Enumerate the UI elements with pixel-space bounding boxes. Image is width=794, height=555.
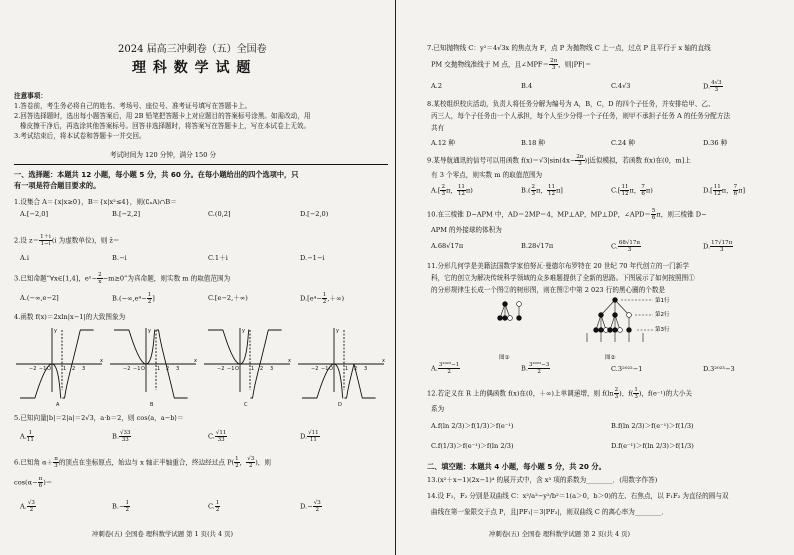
q9-option-b: B.( $\frac{2}{3}$ π， $\frac{11}{12}$ π] (521, 184, 563, 197)
q4-y-axis-label: y (336, 328, 339, 334)
q11-line3: 的分形规律生长成一个图②的树形图，则在图②中第 2 023 行的黑心圈的个数是 (431, 286, 666, 294)
q5-stem: 5.已知向量|b|＝2|a|＝2√3，a·b＝2，则 cos⟨a，a−b⟩＝ (14, 414, 184, 422)
q4-y-axis-label: y (148, 328, 151, 334)
q11-fig1-child (508, 316, 513, 321)
q6-option-c: C. $\frac{1}{2}$ (208, 500, 220, 513)
q7-line1: 7.已知抛物线 C：y²＝4√3x 的焦点为 F，点 P 为抛物线 C 上一点，过点 P 且平行于 x 轴的直线 (427, 44, 711, 52)
q6-line2: cos(α− $\frac{\pi}{6}$ )＝ (14, 476, 53, 489)
q12-option-d: D.f(e⁻¹)＞f(ln 2/3)＞f(1/3) (611, 442, 694, 450)
subject-title: 理 科 数 学 试 题 (132, 60, 252, 76)
q4-x-axis-label: x (382, 358, 385, 364)
q11-tree-edge (615, 300, 629, 315)
notice-heading: 注意事项： (14, 92, 47, 100)
q10-line2: APM 的外接球的体积为 (431, 226, 502, 234)
q5-option-d: D. $\frac{√11}{11}$ (300, 430, 319, 443)
q2-option-d: D.−1−i (300, 254, 325, 262)
q3-option-d: D.[e⁴− $\frac{1}{2}$ ,＋∞) (300, 292, 345, 305)
notice-item-3: 3.考试结束后，将本试卷和答题卡一并交回。 (14, 132, 146, 140)
q11-fig1-child (503, 316, 508, 321)
q4-tick-3: 3 (270, 366, 274, 372)
q10-line1: 10.在三棱锥 D−APM 中，AD＝2MP＝4，MP⊥AP，MP⊥DP，∠APD＝ $\frac{5}{6}$ π，则三棱锥 D− (427, 208, 707, 221)
left-page (0, 0, 396, 555)
footer-left: 冲刺卷(五) 全国卷 理科数学试题 第 1 页(共 4 页) (92, 530, 233, 538)
q4-tick-neg2: −2 (311, 366, 319, 372)
q4-graph-label-D: D (338, 402, 342, 408)
q2-stem: 2.设 z＝ $\frac{1+i}{1-i}$ (i 为虚数单位)，则 z̄＝ (14, 234, 120, 247)
q10-option-b: B.28√17π (521, 242, 554, 250)
q4-graph-C (204, 328, 291, 408)
q11-fig1-child (517, 316, 522, 321)
q4-origin-label: O (329, 366, 333, 372)
q5-option-b: B. $\frac{√33}{33}$ (112, 430, 131, 443)
q11-option-a: A. $\frac{\text{3²⁰²²−1}}{2}$ (431, 362, 460, 375)
q11-row2-label: 第2行 (655, 312, 670, 318)
q11-fig2-row3-node (608, 328, 613, 333)
q4-tick-3: 3 (176, 366, 180, 372)
q13-text: 13.(x²＋x−1)(2x−1)⁴ 的展开式中，含 x³ 项的系数为________．(用数字作答) (427, 476, 658, 484)
q8-option-d: D.36 种 (703, 139, 728, 147)
q8-option-a: A.12 种 (431, 139, 455, 147)
q4-curve (208, 330, 249, 364)
q7-option-d: D. $\frac{4√3}{3}$ (703, 80, 722, 93)
q4-origin-label: O (235, 366, 239, 372)
notice-item-2-cont: 橡皮擦干净后，再选涂其他答案标号。回答非选择题时，将答案写在答题卡上，写在本试卷上无效。 (20, 122, 311, 130)
q11-option-d: D.3²⁰²³−3 (703, 365, 735, 373)
q10-option-d: D. $\frac{17√17\pi}{3}$ (703, 240, 733, 253)
q11-fig1-white-node (517, 302, 522, 307)
q4-x-axis-label: x (100, 358, 103, 364)
divider (14, 164, 388, 165)
q8-line2: 丙三人，每个子任务由一个人承担，每个人至少分得一个子任务，则甲不承担子任务 A 的任务分配方法 (431, 112, 731, 120)
q3-option-c: C.[e−2,＋∞) (208, 294, 248, 302)
section2-heading: 二、填空题：本题共 4 小题，每小题 5 分，共 20 分。 (427, 462, 606, 471)
q7-option-c: C.4√3 (611, 82, 631, 90)
q4-tick-1: 1 (63, 366, 67, 372)
q4-tick-3: 3 (364, 366, 368, 372)
q11-fig1-black-node (503, 302, 508, 307)
q4-tick-neg1: −1 (227, 366, 235, 372)
q12-option-a: A.f(ln 2/3)＞f(1/3)＞f(e⁻¹) (431, 422, 514, 430)
q9-line2: 有 3 个零点，则实数 m 的取值范围为 (431, 171, 543, 179)
q1-stem: 1.设集合 A＝{x|x≥0}，B＝{x|x²≤4}，则(∁ₙA)∩B＝ (14, 198, 177, 206)
notice-item-1: 1.答卷前，考生务必将自己的姓名、考场号、座位号、准考证号填写在答题卡上。 (14, 102, 252, 110)
exam-title: 2024 届高三冲刺卷（五）全国卷 (118, 44, 267, 55)
q7-option-b: B.4 (521, 82, 533, 90)
q4-y-axis-label: y (54, 328, 57, 334)
q1-option-b: B.[−2,2] (112, 210, 141, 218)
q11-fig1-child (498, 316, 503, 321)
q2-option-c: C.1＋i (208, 254, 228, 262)
q11-fig2-label: 图② (605, 355, 616, 361)
q6-stem: 6.已知角 α＋ $\frac{\pi}{3}$ 的顶点在坐标原点，始边与 x 轴正半轴重合，终边经过点 P( $\frac{1}{2}$ ， $\frac{√3}{2}$ )，则 (14, 456, 271, 469)
q2-option-a: A.i (20, 254, 29, 262)
q4-curve (114, 330, 155, 364)
q3-option-a: A.(−∞,e−2] (20, 294, 59, 302)
q11-row3-label: 第3行 (655, 327, 670, 333)
q11-fig2-row3-node (594, 328, 599, 333)
q12-line2: 系为 (431, 405, 445, 413)
q4-tick-neg2: −2 (123, 366, 131, 372)
q11-line1: 11.分形几何学是美籍法国数学家伯努瓦·曼德尔布罗特在 20 世纪 70 年代创立的一门新学 (427, 262, 689, 270)
q4-graph-label-B: B (150, 402, 154, 408)
q4-graph-D (298, 328, 385, 408)
q11-tree-edge (601, 300, 615, 315)
q4-x-axis-label: x (288, 358, 291, 364)
q4-tick-neg2: −2 (29, 366, 37, 372)
q4-y-axis-label: y (242, 328, 245, 334)
q3-stem: 3.已知命题“∀x∈[1,4]，eˣ− $\frac{2}{x}$ −m≥0”为真命题，则实数 m 的取值范围为 (14, 272, 231, 285)
q9-option-a: A.[ $\frac{2}{3}$ π， $\frac{11}{12}$ π) (431, 184, 473, 197)
q4-tick-2: 2 (260, 366, 264, 372)
q11-option-b: B. $\frac{\text{3²⁰²²−3}}{2}$ (521, 362, 550, 375)
q11-fractal-figures (497, 296, 697, 362)
footer-right: 冲刺卷(五) 全国卷 理科数学试题 第 2 页(共 4 页) (489, 530, 630, 538)
q10-option-a: A.68√17π (431, 242, 464, 250)
q9-option-c: C.[ $\frac{11}{12}$ π， $\frac{7}{6}$ π) (611, 184, 653, 197)
q12-line1: 12.若定义在 R 上的偶函数 f(x)在(0，＋∞)上单调递增，则 f(ln $\frac{2}{3}$ )，f( $\frac{1}{3}$ )，f(e⁻¹)的大小关 (427, 387, 692, 400)
q8-line3: 共有 (431, 124, 445, 132)
q11-row1-label: 第1行 (655, 298, 670, 304)
q4-x-axis-label: x (194, 358, 197, 364)
q11-fig2-row2-node (627, 313, 632, 318)
right-page (397, 0, 794, 555)
q10-option-c: C. $\frac{68√17\pi}{3}$ (611, 240, 641, 253)
q7-option-a: A.2 (431, 82, 443, 90)
q1-option-c: C.(0,2] (208, 210, 231, 218)
q12-option-c: C.f(1/3)＞f(e⁻¹)＞f(ln 2/3) (431, 442, 514, 450)
q4-graph-label-A: A (56, 402, 60, 408)
q4-tick-neg2: −2 (217, 366, 225, 372)
q4-tick-neg1: −1 (39, 366, 47, 372)
q4-tick-neg1: −1 (321, 366, 329, 372)
q4-graphs (14, 324, 390, 410)
q3-option-b: B.(−∞,e⁴− $\frac{1}{2}$ ] (112, 292, 155, 305)
q8-option-b: B.18 种 (521, 139, 546, 147)
q4-origin-label: O (141, 366, 145, 372)
q11-fig2-row2-node (613, 313, 618, 318)
q9-option-d: D.[ $\frac{11}{12}$ π， $\frac{7}{6}$ π] (703, 184, 746, 197)
q6-option-a: A. $\frac{√3}{2}$ (20, 500, 35, 513)
q6-option-b: B.− $\frac{1}{2}$ (112, 500, 129, 513)
q11-fig2-row3-node (599, 328, 604, 333)
q11-fig2-row3-node (613, 328, 618, 333)
q11-option-c: C.3²⁰²²−1 (611, 365, 643, 373)
exam-time-score: 考试时间为 120 分钟，满分 150 分 (110, 151, 217, 159)
q4-graph-A (16, 328, 103, 408)
q4-origin-label: O (47, 366, 51, 372)
q1-option-a: A.[−2,0] (20, 210, 49, 218)
q11-fig2-row3-node (618, 328, 623, 333)
q4-tick-1: 1 (157, 366, 161, 372)
q11-fig2-row3-node (627, 328, 632, 333)
q4-tick-2: 2 (72, 366, 76, 372)
section1-heading: 一、选择题：本题共 12 小题，每小题 5 分，共 60 分。在每小题给出的四个选项中，只 (14, 170, 299, 179)
q14-line1: 14.设 F₁，F₂ 分别是双曲线 C：x²/a²−y²/b²＝1(a＞0，b＞0)的左、右焦点，以 F₁F₂ 为直径的圆与双 (427, 492, 729, 500)
q2-option-b: B.−i (112, 254, 127, 262)
q5-option-a: A. $\frac{1}{11}$ (20, 430, 34, 443)
q8-option-c: C.24 种 (611, 139, 635, 147)
q11-fig2-row1-node (613, 298, 618, 303)
q4-tick-2: 2 (354, 366, 358, 372)
q4-curve (344, 364, 375, 398)
q4-tick-1: 1 (345, 366, 349, 372)
q14-line2: 曲线在第一象限交于点 P，且|PF₁|＝3|PF₂|，则双曲线 C 的离心率为________． (431, 508, 668, 516)
q4-stem: 4.函数 f(x)＝2xln|x−1|的大致图象为 (14, 313, 126, 321)
q4-tick-3: 3 (82, 366, 86, 372)
q4-tick-2: 2 (166, 366, 170, 372)
q4-tick-neg1: −1 (133, 366, 141, 372)
q11-fig1-label: 图① (499, 355, 510, 361)
q11-line2: 科，它的创立为解决传统科学领域的众多难题提供了全新的思路。下图展示了如何按照图① (431, 274, 695, 282)
q7-line2: PM 交抛物线准线于 M 点，且∠MPF＝ $\frac{2\pi}{3}$ ，则|PF|＝ (431, 58, 592, 71)
q4-tick-1: 1 (251, 366, 255, 372)
q6-option-d: D.− $\frac{√3}{2}$ (300, 500, 321, 513)
q4-graph-label-C: C (244, 402, 248, 408)
q11-fig2-row2-node (599, 313, 604, 318)
q4-graph-B (110, 328, 197, 408)
q12-option-b: B.f(ln 2/3)＞f(e⁻¹)＞f(1/3) (611, 422, 694, 430)
notice-item-2: 2.回答选择题时，选出每小题答案后，用 2B 铅笔把答题卡上对应题目的答案标号涂黑。如需改动，用 (14, 112, 311, 120)
q8-line1: 8.某校组织校庆活动，负责人将任务分解为编号为 A，B，C，D 的四个子任务，并安排给甲、乙、 (427, 100, 715, 108)
q9-line1: 9.某导航通讯的信号可以用函数 f(x)＝√3|sin(4x− $\frac{2\pi}{3}$ )|近似模拟，若函数 f(x)在(0，m]上 (427, 154, 691, 167)
q1-option-d: D.[−2,0) (300, 210, 329, 218)
q5-option-c: C. $\frac{√11}{33}$ (208, 430, 227, 443)
section1-heading-cont: 有一项是符合题目要求的。 (14, 181, 101, 190)
